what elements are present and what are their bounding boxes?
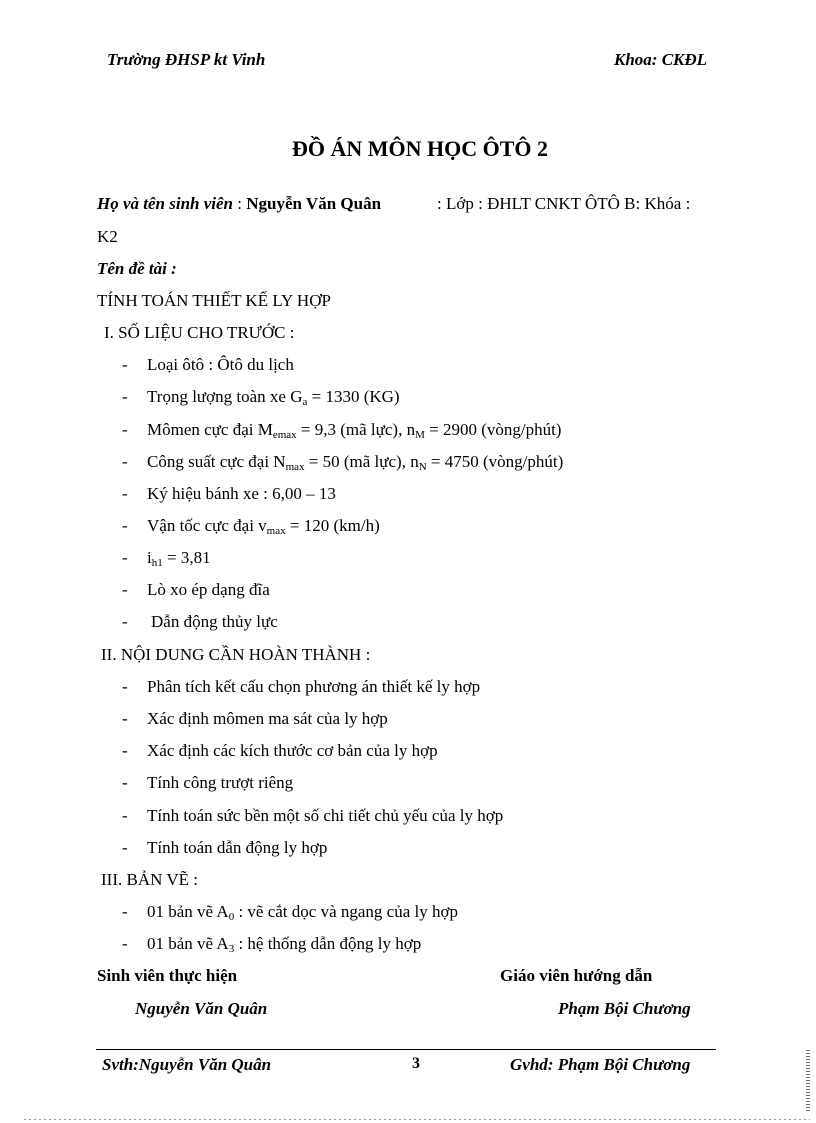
item-speed: Vận tốc cực đại $v_{max} = 120$ (km/h) — [147, 516, 380, 537]
drawing-item: 01 bản vẽ $A_3$ : hệ thống dẫn động ly hợp — [147, 934, 422, 955]
section3-heading: III. BẢN VẼ : — [101, 870, 198, 889]
bullet-dash: - — [122, 806, 128, 825]
bullet-dash: - — [122, 741, 128, 760]
item-car-type: Loại ôtô : Ôtô du lịch — [147, 355, 294, 374]
student-line — [97, 194, 381, 214]
item-power: Công suất cực đại $N_{max} = 50$ (mã lực), $n_N = 4750$ (vòng/phút) — [147, 452, 564, 473]
teacher-signature-label: Giáo viên hướng dẫn — [500, 966, 653, 985]
class-info: : Lớp : ĐHLT CNKT ÔTÔ B: Khóa : — [437, 194, 691, 213]
bullet-dash: - — [122, 387, 128, 406]
task-item: Phân tích kết cấu chọn phương án thiết kế ly hợp — [147, 677, 481, 696]
bullet-dash: - — [122, 548, 128, 567]
footer-student: Svth:Nguyễn Văn Quân — [102, 1055, 272, 1074]
bullet-dash: - — [122, 484, 128, 503]
page-number: 3 — [412, 1055, 420, 1072]
task-item: Xác định mômen ma sát của ly hợp — [147, 709, 388, 728]
bullet-dash: - — [122, 677, 128, 696]
task-item: Xác định các kích thước cơ bản của ly hợp — [147, 741, 438, 760]
course-info: K2 — [97, 227, 118, 246]
page-shadow-bottom — [24, 1119, 810, 1120]
bullet-dash: - — [122, 934, 128, 953]
footer-divider — [96, 1049, 716, 1050]
bullet-dash: - — [122, 902, 128, 921]
bullet-dash: - — [122, 420, 128, 439]
task-item: Tính toán dẫn động ly hợp — [147, 838, 328, 857]
student-name: Nguyễn Văn Quân — [246, 194, 382, 213]
item-spring: Lò xo ép dạng đĩa — [147, 580, 270, 599]
task-item: Tính công trượt riêng — [147, 773, 294, 792]
topic-value: TÍNH TOÁN THIẾT KẾ LY HỢP — [97, 291, 331, 310]
teacher-signature-name: Phạm Bội Chương — [558, 999, 691, 1018]
item-ratio: $i_{h1} = 3,81$ — [147, 548, 211, 569]
bullet-dash: - — [122, 452, 128, 471]
student-signature-name: Nguyễn Văn Quân — [135, 999, 268, 1018]
topic-label: Tên đề tài : — [97, 259, 177, 278]
student-signature-label: Sinh viên thực hiện — [97, 966, 238, 985]
bullet-dash: - — [122, 580, 128, 599]
student-label: Họ và tên sinh viên — [97, 194, 234, 213]
task-item: Tính toán sức bền một số chi tiết chủ yếu của ly hợp — [147, 806, 504, 825]
page-shadow-right — [806, 1050, 810, 1112]
bullet-dash: - — [122, 773, 128, 792]
header-faculty: Khoa: CKĐL — [614, 50, 708, 69]
bullet-dash: - — [122, 709, 128, 728]
drawing-item: 01 bản vẽ $A_0$ : vẽ cắt dọc và ngang của ly hợp — [147, 902, 458, 923]
item-torque: Mômen cực đại $M_{emax} = 9,3$ (mã lực), $n_M = 2900$ (vòng/phút) — [147, 420, 562, 441]
item-hydraulic: Dẫn động thủy lực — [151, 612, 278, 631]
bullet-dash: - — [122, 355, 128, 374]
student-sep: : — [233, 194, 247, 213]
bullet-dash: - — [122, 516, 128, 535]
item-weight: Trọng lượng toàn xe $G_a = 1330$ (KG) — [147, 387, 400, 408]
section1-heading: I. SỐ LIỆU CHO TRƯỚC : — [104, 323, 295, 342]
bullet-dash: - — [122, 612, 128, 631]
footer-teacher: Gvhd: Phạm Bội Chương — [510, 1055, 691, 1074]
page-title: ĐỒ ÁN MÔN HỌC ÔTÔ 2 — [291, 136, 549, 161]
bullet-dash: - — [122, 838, 128, 857]
item-tire: Ký hiệu bánh xe : 6,00 – 13 — [147, 484, 336, 503]
header-school: Trường ĐHSP kt Vinh — [107, 50, 266, 69]
section2-heading: II. NỘI DUNG CẦN HOÀN THÀNH : — [101, 645, 371, 664]
